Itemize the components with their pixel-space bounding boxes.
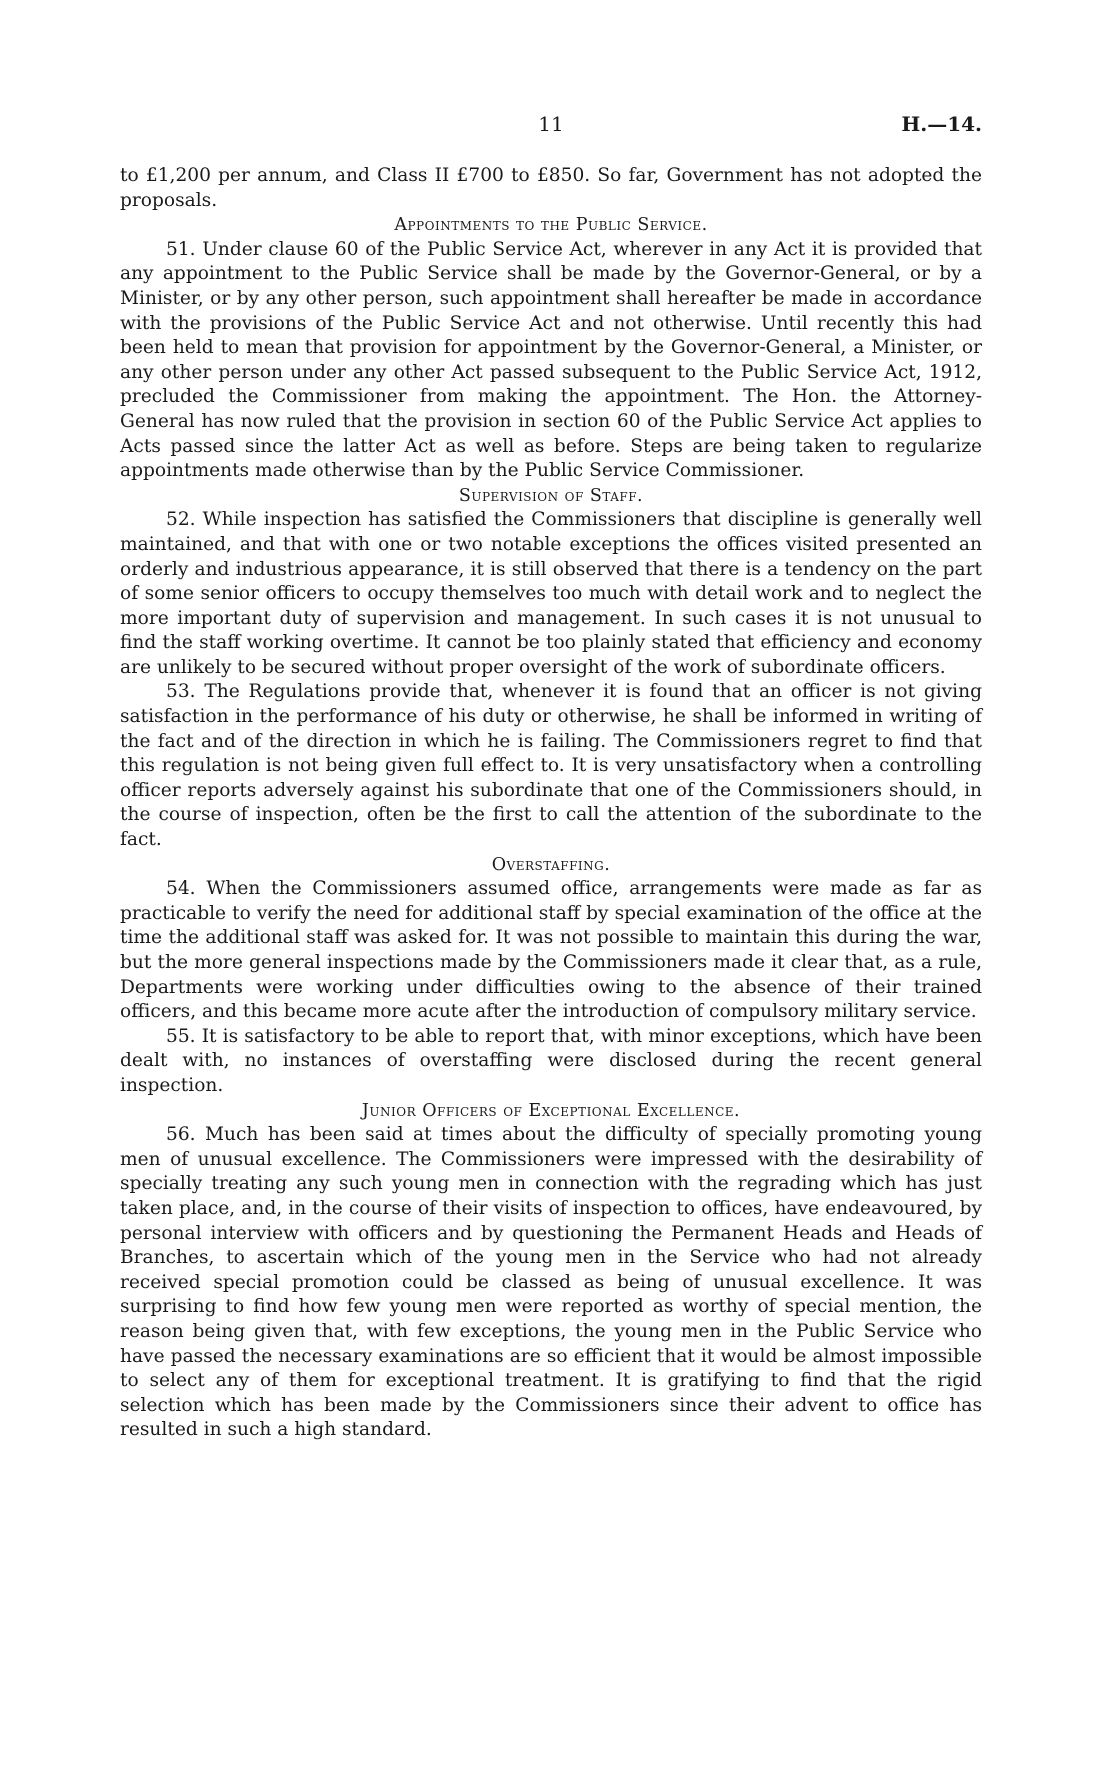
- section-heading-appointments: Appointments to the Public Service.: [394, 215, 708, 236]
- paragraph-51: 51. Under clause 60 of the Public Service Act, wherever in any Act it is provided that any appointment to the Public Service shall be made by the Governor-General, or by a Minister, or by any other person, such appointment shall hereafter be made in accordance with the provisions of the Public Service Act and not otherwise. Until recently this had been held to mean that provision for appointment by the Governor-General, a Minister, or any other person under any other Act passed subsequent to the Public Service Act, 1912, precluded the Commissioner from making the appointment. The Hon. the Attorney-General has now ruled that the provision in section 60 of the Public Service Act applies to Acts passed since the latter Act as well as before. Steps are being taken to regularize appointments made otherwise than by the Public Service Commissioner.: [120, 238, 982, 482]
- paragraph-54: 54. When the Commissioners assumed office, arrangements were made as far as practicable to verify the need for additional staff by special examination of the office at the time the additional staff was asked for. It was not possible to maintain this during the war, but the more general inspections made by the Commissioners made it clear that, as a rule, Departments were working under difficulties owing to the absence of their trained officers, and this became more acute after the introduction of compulsory military service.: [120, 878, 982, 1023]
- page-header: [120, 112, 982, 142]
- page-body: [120, 164, 982, 1443]
- continued-paragraph: to £1,200 per annum, and Class II £700 to £850. So far, Government has not adopted the proposals.: [120, 165, 982, 211]
- paragraph-56: 56. Much has been said at times about the difficulty of specially promoting young men of unusual excellence. The Commissioners were impressed with the desirability of specially treating any such young men in connection with the regrading which has just taken place, and, in the course of their visits of inspection to offices, have endeavoured, by personal interview with officers and by questioning the Permanent Heads and Heads of Branches, to ascertain which of the young men in the Service who had not already received special promotion could be classed as being of unusual excellence. It was surprising to find how few young men were reported as worthy of special mention, the reason being given that, with few exceptions, the young men in the Public Service who have passed the necessary examinations are so efficient that it would be almost impossible to select any of them for exceptional treatment. It is gratifying to find that the rigid selection which has been made by the Commissioners since their advent to office has resulted in such a high standard.: [120, 1124, 982, 1441]
- section-heading-junior-officers: Junior Officers of Exceptional Excellence.: [361, 1100, 741, 1121]
- paragraph-55: 55. It is satisfactory to be able to report that, with minor exceptions, which have been dealt with, no instances of overstaffing were disclosed during the recent general inspection.: [120, 1025, 982, 1096]
- section-heading-supervision: Supervision of Staff.: [458, 485, 644, 506]
- document-reference: H.—14.: [901, 112, 982, 136]
- section-heading-overstaffing: Overstaffing.: [491, 854, 611, 875]
- paragraph-52: 52. While inspection has satisfied the Commissioners that discipline is generally well maintained, and that with one or two notable exceptions the offices visited presented an orderly and industrious appearance, it is still observed that there is a tendency on the part of some senior officers to occupy themselves too much with detail work and to neglect the more important duty of supervision and management. In such cases it is not unusual to find the staff working overtime. It cannot be too plainly stated that efficiency and economy are unlikely to be secured without proper oversight of the work of subordinate officers.: [120, 509, 982, 678]
- page-number: 11: [538, 112, 564, 136]
- paragraph-53: 53. The Regulations provide that, whenever it is found that an officer is not giving satisfaction in the performance of his duty or otherwise, he shall be informed in writing of the fact and of the direction in which he is failing. The Commissioners regret to find that this regulation is not being given full effect to. It is very unsatisfactory when a controlling officer reports adversely against his subordinate that one of the Commissioners should, in the course of inspection, often be the first to call the attention of the subordinate to the fact.: [120, 681, 982, 851]
